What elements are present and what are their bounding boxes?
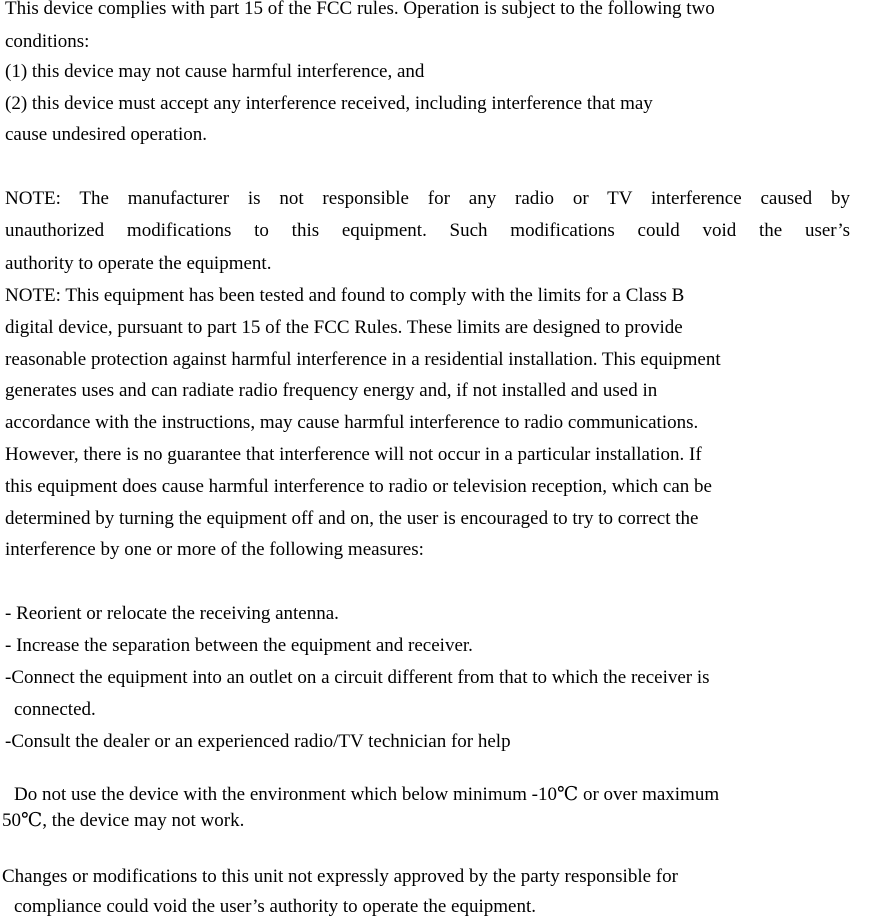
note-class-b-line: reasonable protection against harmful interference in a residential installation. This equipment	[5, 349, 721, 370]
fcc-condition-2-continued: cause undesired operation.	[5, 124, 208, 145]
note-modifications-line: authority to operate the equipment.	[5, 253, 272, 274]
note-class-b-line: generates uses and can radiate radio frequency energy and, if not installed and used in	[5, 380, 658, 401]
changes-warning-line: compliance could void the user’s authority to operate the equipment.	[14, 896, 536, 917]
fcc-condition-1: (1) this device may not cause harmful interference, and	[5, 61, 425, 82]
note-class-b-line: interference by one or more of the following measures:	[5, 539, 424, 560]
temperature-warning-line: Do not use the device with the environment which below minimum -10℃ or over maximum	[14, 784, 720, 805]
measure-item: -Connect the equipment into an outlet on a circuit different from that to which the receiver is	[5, 667, 710, 688]
fcc-statement-line: This device complies with part 15 of the FCC rules. Operation is subject to the following two	[5, 0, 715, 19]
fcc-condition-2: (2) this device must accept any interference received, including interference that may	[5, 93, 653, 114]
note-class-b-line: this equipment does cause harmful interference to radio or television reception, which can be	[5, 476, 712, 497]
fcc-statement-line: conditions:	[5, 31, 90, 52]
note-class-b-line: determined by turning the equipment off and on, the user is encouraged to try to correct the	[5, 508, 699, 529]
changes-warning-line: Changes or modifications to this unit not expressly approved by the party responsible for	[2, 866, 678, 887]
measure-item: -Consult the dealer or an experienced radio/TV technician for help	[5, 731, 511, 752]
temperature-warning-line: 50℃, the device may not work.	[2, 810, 245, 831]
note-class-b-line: However, there is no guarantee that interference will not occur in a particular installation. If	[5, 444, 702, 465]
measure-item-continued: connected.	[14, 699, 96, 720]
note-class-b-line: NOTE: This equipment has been tested and found to comply with the limits for a Class B	[5, 285, 685, 306]
measure-item: - Reorient or relocate the receiving antenna.	[5, 603, 339, 624]
note-modifications-line: unauthorized modifications to this equipment. Such modifications could void the user’s	[5, 220, 850, 241]
note-class-b-line: digital device, pursuant to part 15 of the FCC Rules. These limits are designed to provide	[5, 317, 683, 338]
measure-item: - Increase the separation between the equipment and receiver.	[5, 635, 473, 656]
note-class-b-line: accordance with the instructions, may cause harmful interference to radio communications.	[5, 412, 699, 433]
note-modifications-line: NOTE: The manufacturer is not responsible for any radio or TV interference caused by	[5, 188, 850, 209]
